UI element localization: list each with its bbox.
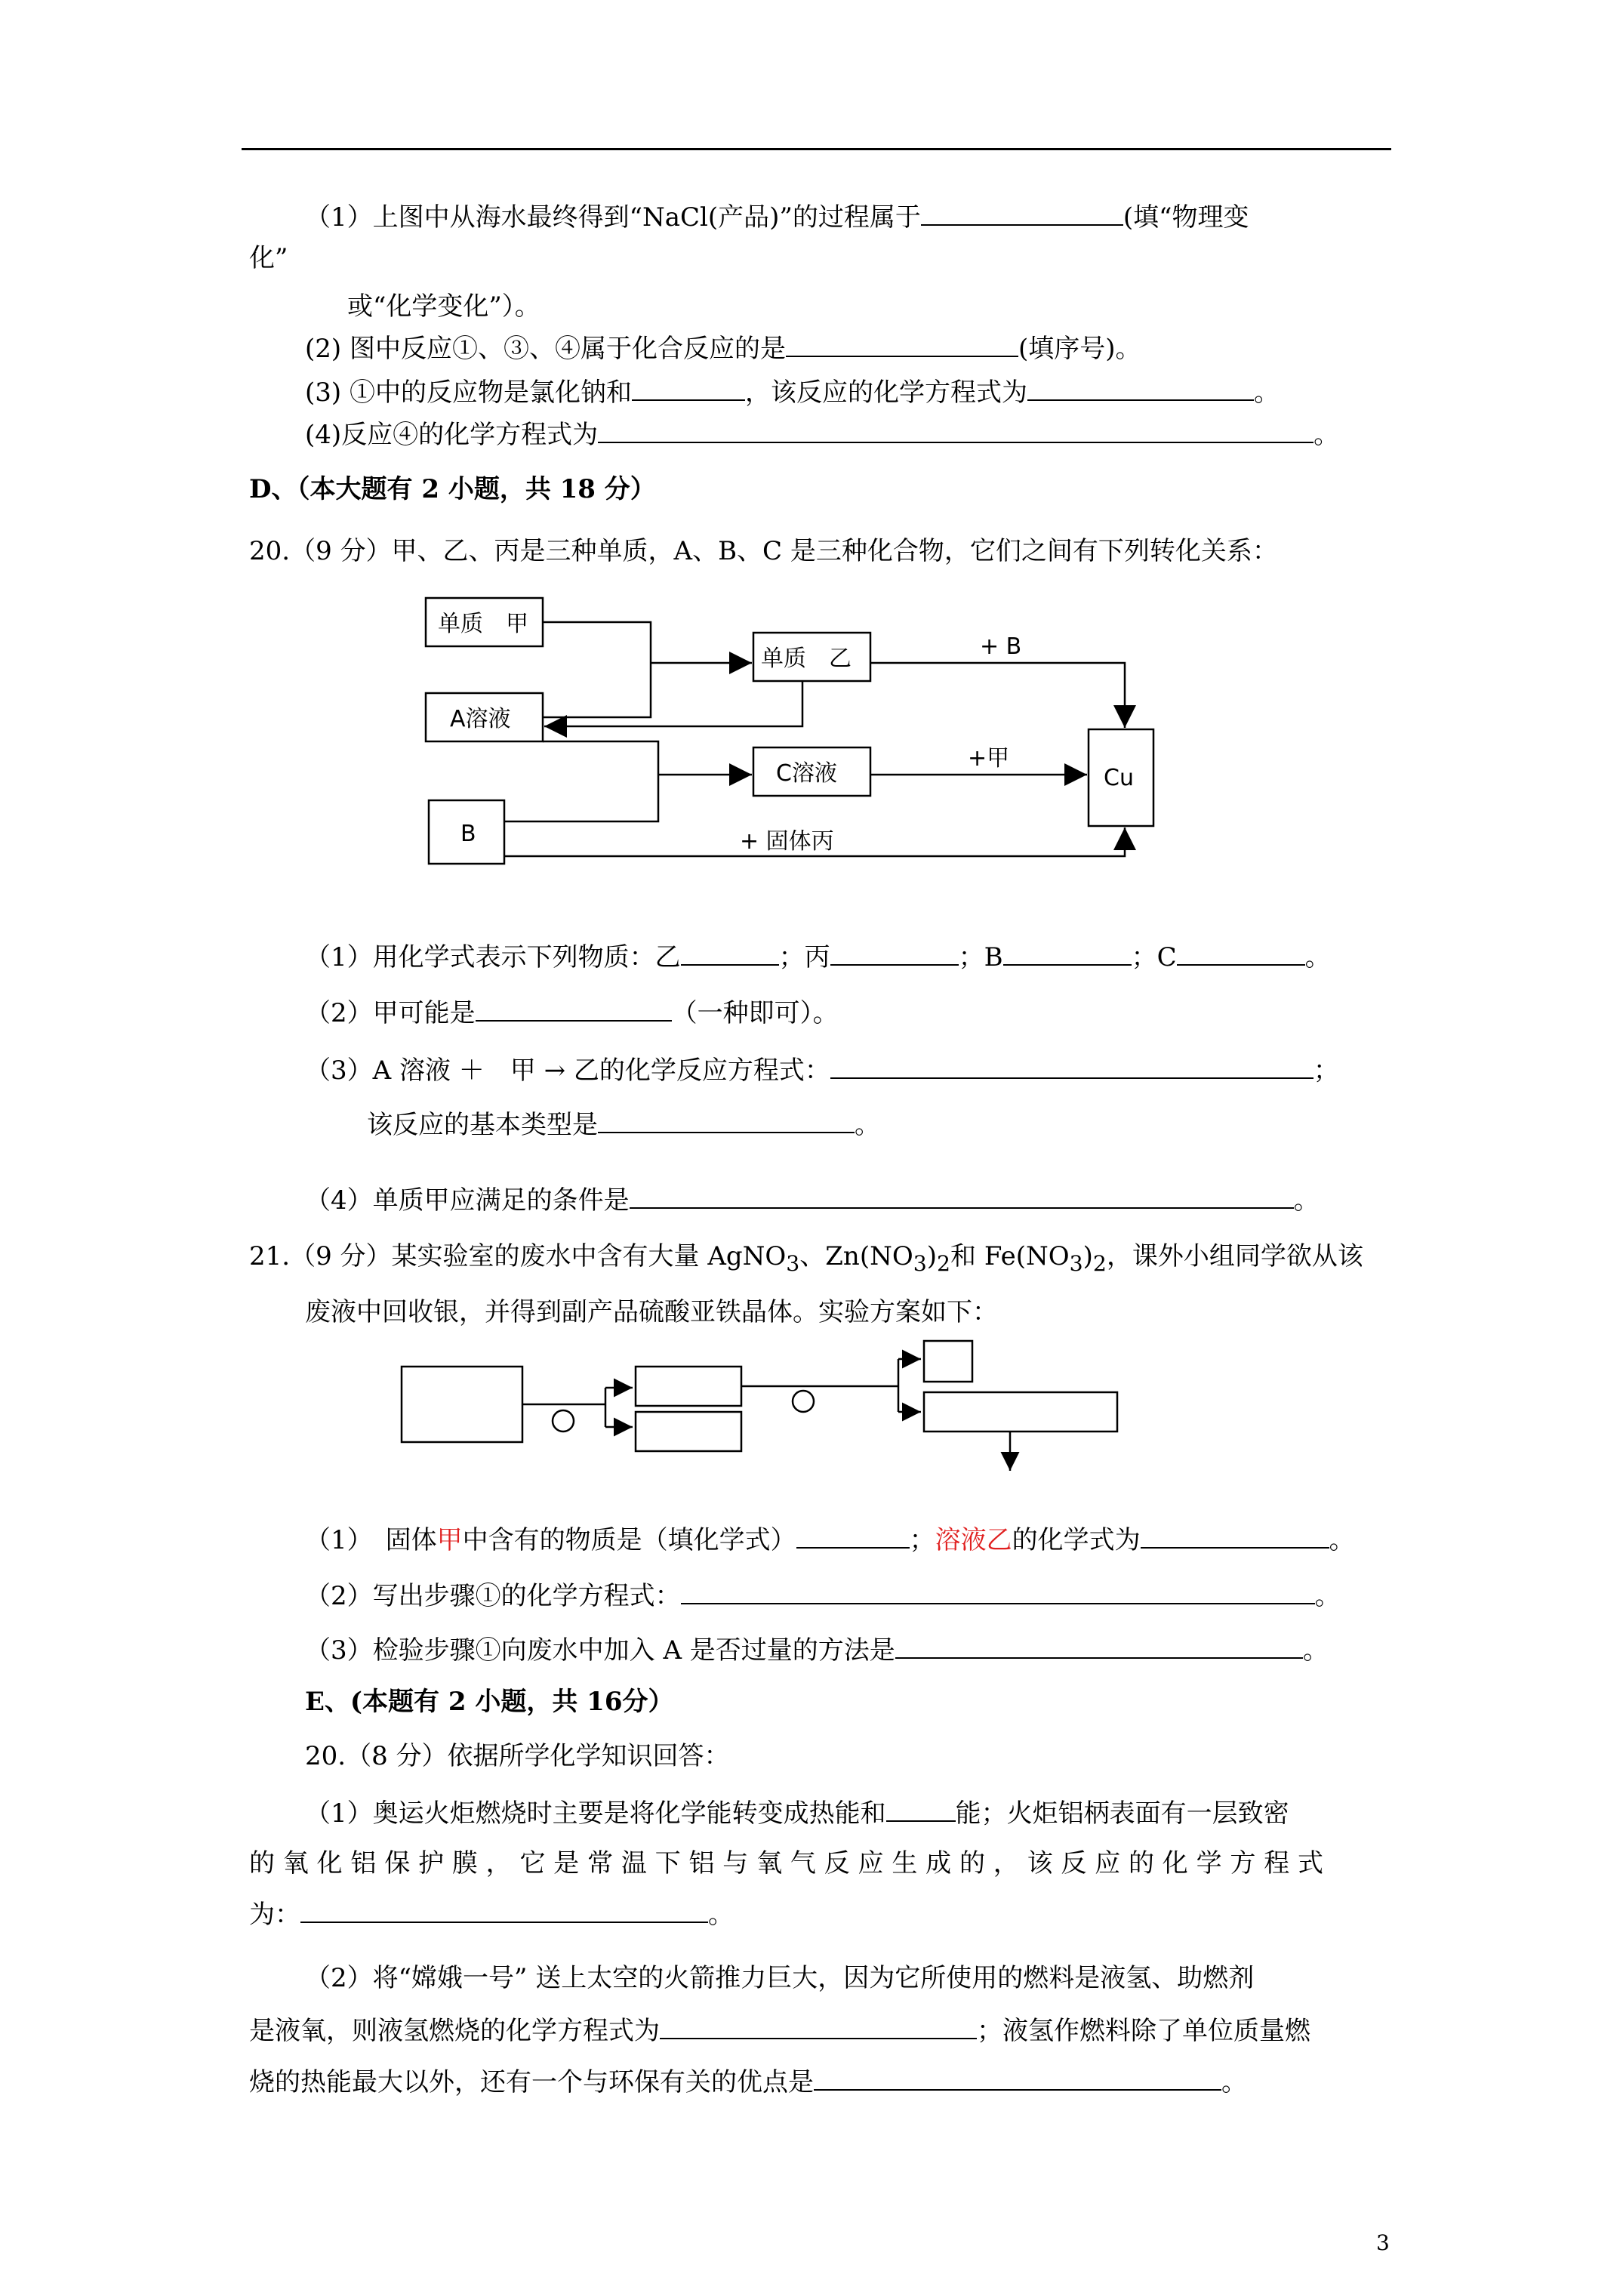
q21-part1	[305, 1525, 1355, 1555]
box-solution	[636, 1412, 741, 1451]
q20e-part1	[305, 1798, 1289, 1829]
header-rule	[242, 148, 1391, 150]
q19-part1-tail: 或“化学变化”）。	[347, 291, 540, 322]
page-number: 3	[1376, 2230, 1390, 2255]
box-solid-jia	[636, 1367, 741, 1406]
q20e-part1-line3	[249, 1900, 734, 1930]
text: 烧的热能最大以外，还有一个与环保有关的优点是	[249, 2067, 814, 2097]
label-plus-jia: +甲	[968, 745, 1010, 772]
text: 。	[1293, 1185, 1320, 1216]
text: ；	[909, 1525, 935, 1555]
q21-part3	[305, 1635, 1329, 1666]
q19-part4	[305, 420, 1339, 450]
q20-part3	[305, 1056, 1339, 1086]
q21-stem	[249, 1241, 1363, 1279]
q19-part3	[305, 378, 1280, 408]
text: ，该反应的化学方程式为	[744, 378, 1027, 408]
text: (填序号)。	[1018, 334, 1141, 364]
text: ；液氢作燃料除了单位质量燃	[977, 2016, 1310, 2046]
text: 。	[1313, 420, 1340, 450]
text: ；	[1313, 1056, 1339, 1086]
subscript: 2	[1092, 1250, 1107, 1276]
box-cu-label: Cu	[1104, 765, 1134, 791]
text: 的化学式为	[1012, 1525, 1141, 1555]
subscript: 3	[786, 1250, 800, 1276]
q19-part1	[305, 202, 1249, 233]
q19-part1-wrap: 化”	[249, 243, 288, 273]
text: (填“物理变	[1123, 202, 1249, 233]
answer-blank[interactable]	[598, 1111, 855, 1133]
text: （一种即可）。	[671, 998, 839, 1028]
answer-blank[interactable]	[632, 378, 745, 401]
q20e-part1-line2: 的 氧 化 铝 保 护 膜 ， 它 是 常 温 下 铝 与 氧 气 反 应 生 成 的 ， 该 反 应 的 化 学 方 程 式	[249, 1848, 1324, 1878]
text: （2）写出步骤①的化学方程式：	[305, 1581, 681, 1611]
answer-blank[interactable]	[300, 1900, 708, 1923]
text: ；B	[958, 942, 1003, 972]
text: ；丙	[778, 942, 830, 972]
text: ，课外小组同学欲从该	[1106, 1241, 1363, 1271]
answer-blank[interactable]	[814, 2068, 1221, 2091]
text: 。	[1314, 1581, 1341, 1611]
text: 中含有的物质是（填化学式）	[462, 1525, 796, 1555]
text: （1）用化学式表示下列物质：乙	[305, 942, 681, 972]
subscript: 3	[1069, 1250, 1083, 1276]
subscript: 3	[913, 1250, 927, 1276]
section-e-heading: E、(本题有 2 小题，共 16分）	[305, 1687, 674, 1717]
text: (2) 图中反应①、③、④属于化合反应的是	[305, 334, 786, 364]
text: 。	[855, 1110, 880, 1140]
answer-blank[interactable]	[1027, 378, 1254, 401]
text-red: 溶液乙	[935, 1525, 1012, 1555]
text: （4）单质甲应满足的条件是	[305, 1185, 630, 1216]
answer-blank[interactable]	[830, 1056, 1313, 1079]
box-waste-water	[402, 1367, 522, 1442]
box-a-label: A溶液	[450, 706, 511, 732]
q21-flowchart	[393, 1336, 1147, 1495]
text: 。	[1304, 942, 1331, 972]
answer-blank[interactable]	[796, 1526, 910, 1549]
answer-blank[interactable]	[476, 999, 672, 1022]
answer-blank[interactable]	[598, 421, 1313, 443]
q20-part3-type	[367, 1110, 880, 1140]
q19-part2	[305, 334, 1141, 364]
box-jia-label: 单质 甲	[438, 611, 528, 637]
box-c-label: C溶液	[776, 760, 837, 787]
text: 是液氧，则液氢燃烧的化学方程式为	[249, 2016, 660, 2046]
subscript: 2	[937, 1250, 951, 1276]
text: )	[926, 1241, 938, 1271]
q20-part1	[305, 942, 1331, 972]
answer-blank[interactable]	[886, 1799, 956, 1822]
text: 能；火炬铝柄表面有一层致密	[955, 1798, 1289, 1829]
text: 。	[1302, 1635, 1329, 1666]
text: （3）检验步骤①向废水中加入 A 是否过量的方法是	[305, 1635, 895, 1666]
step-circle	[793, 1391, 814, 1412]
q20e-stem: 20.（8 分）依据所学化学知识回答：	[305, 1741, 730, 1771]
connector	[504, 741, 658, 821]
text: 。	[1329, 1525, 1355, 1555]
q20-part2	[305, 998, 839, 1028]
answer-blank[interactable]	[786, 334, 1018, 357]
text: 该反应的基本类型是	[367, 1110, 598, 1140]
answer-blank[interactable]	[1177, 943, 1305, 966]
text: (4)反应④的化学方程式为	[305, 420, 599, 450]
text: 。	[1221, 2067, 1247, 2097]
q21-stem-line2: 废液中回收银，并得到副产品硫酸亚铁晶体。实验方案如下：	[305, 1297, 998, 1327]
q20e-part2-line2	[249, 2016, 1310, 2046]
q20-stem: 20.（9 分）甲、乙、丙是三种单质，A、B、C 是三种化合物，它们之间有下列转化关系：	[249, 536, 1278, 566]
box-b-label: B	[460, 821, 476, 847]
answer-blank[interactable]	[681, 1582, 1315, 1604]
q20e-part2: （2）将“嫦娥一号” 送上太空的火箭推力巨大，因为它所使用的燃料是液氢、助燃剂	[305, 1963, 1255, 1993]
answer-blank[interactable]	[681, 943, 779, 966]
section-d-heading: D、（本大题有 2 小题，共 18 分）	[249, 474, 656, 504]
answer-blank[interactable]	[895, 1636, 1303, 1659]
text: 。	[1253, 378, 1280, 408]
label-plus-bing: + 固体丙	[740, 828, 834, 855]
arrow-yi-to-cu	[870, 663, 1125, 728]
answer-blank[interactable]	[921, 203, 1123, 226]
text: 为：	[249, 1900, 300, 1930]
q20e-part2-line3	[249, 2067, 1247, 2097]
text: （2）甲可能是	[305, 998, 476, 1028]
answer-blank[interactable]	[1141, 1526, 1329, 1549]
answer-blank[interactable]	[1003, 943, 1132, 966]
box-silver	[924, 1341, 972, 1382]
step-circle	[553, 1410, 574, 1432]
arrow-yi-to-a	[544, 681, 802, 726]
text: ；C	[1131, 942, 1177, 972]
text: （1）奥运火炬燃烧时主要是将化学能转变成热能和	[305, 1798, 886, 1829]
text: 。	[708, 1900, 734, 1930]
box-yi-label: 单质 乙	[761, 646, 852, 672]
q20-conversion-diagram	[423, 581, 1178, 883]
answer-blank[interactable]	[630, 1186, 1294, 1209]
text: （3）A 溶液 ＋ 甲 → 乙的化学反应方程式：	[305, 1056, 830, 1086]
text: 、Zn(NO	[799, 1241, 913, 1271]
answer-blank[interactable]	[660, 2017, 977, 2039]
text: （1）上图中从海水最终得到“NaCl(产品)”的过程属于	[305, 202, 921, 233]
text: )	[1083, 1241, 1093, 1271]
answer-blank[interactable]	[830, 943, 959, 966]
text: 21.（9 分）某实验室的废水中含有大量 AgNO	[249, 1241, 787, 1271]
box-solution-yi	[924, 1392, 1117, 1432]
text: （1） 固体	[305, 1525, 437, 1555]
text: 和 Fe(NO	[950, 1241, 1070, 1271]
connector	[543, 622, 651, 717]
text: (3) ①中的反应物是氯化钠和	[305, 378, 632, 408]
q20-part4	[305, 1185, 1320, 1216]
label-plus-b: + B	[980, 633, 1022, 660]
q21-part2	[305, 1581, 1341, 1611]
text-red: 甲	[436, 1525, 463, 1555]
